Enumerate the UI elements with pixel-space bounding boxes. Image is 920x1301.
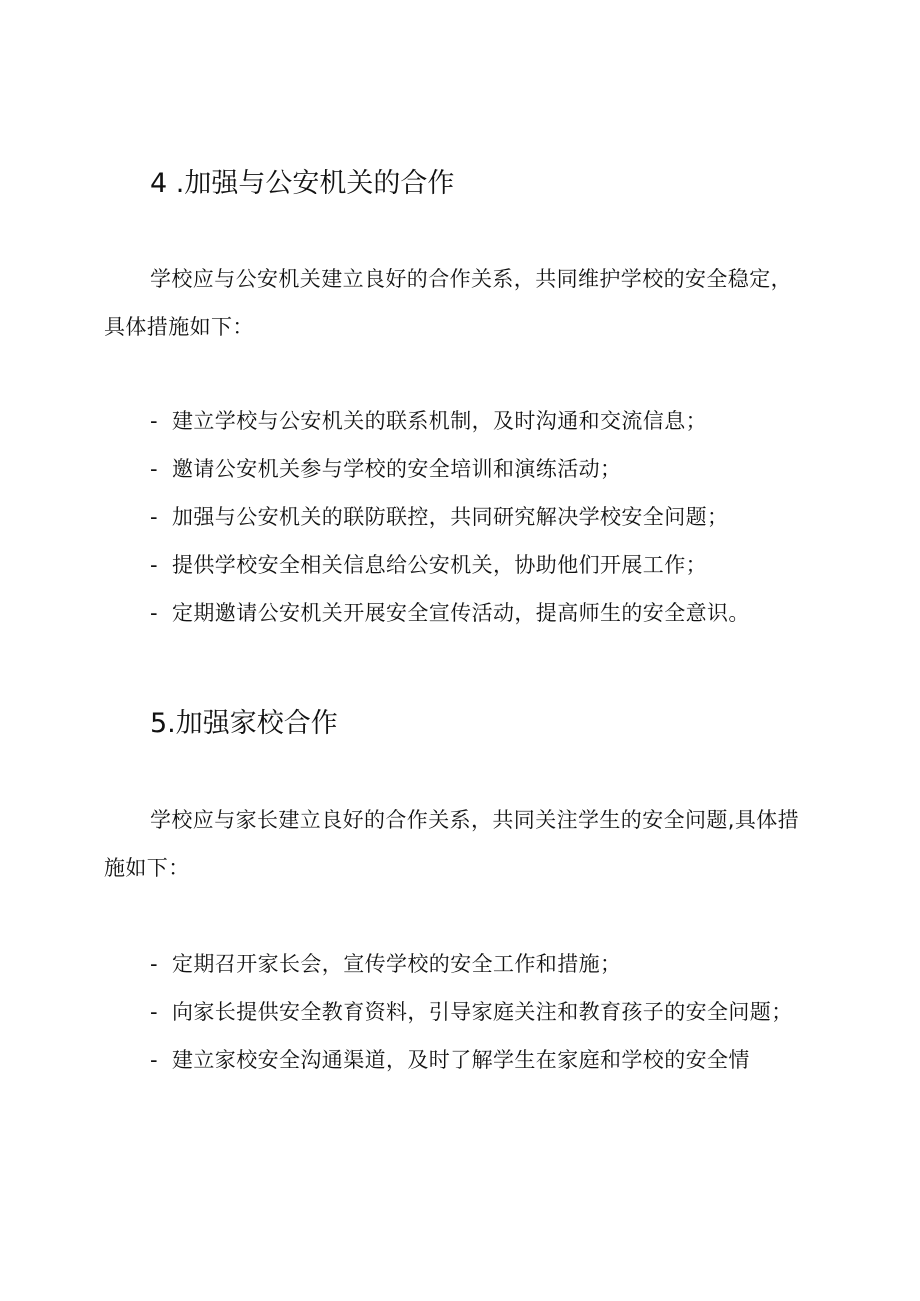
list-item: - 建立家校安全沟通渠道，及时了解学生在家庭和学校的安全情	[104, 1036, 804, 1084]
list-dash: -	[150, 409, 158, 433]
list-dash: -	[150, 553, 158, 577]
section-5-list	[104, 940, 804, 1084]
section-5-intro: 学校应与家长建立良好的合作关系，共同关注学生的安全问题,具体措施如下：	[104, 808, 800, 880]
list-item: - 提供学校安全相关信息给公安机关，协助他们开展工作；	[104, 541, 804, 589]
section-4-heading: 4 .加强与公安机关的合作	[150, 168, 455, 199]
section-5-heading: 5.加强家校合作	[150, 708, 338, 739]
section-4-intro: 学校应与公安机关建立良好的合作关系，共同维护学校的安全稳定，具体措施如下：	[104, 267, 792, 339]
list-dash: -	[150, 952, 158, 976]
list-dash: -	[150, 1048, 158, 1072]
list-item: - 定期召开家长会，宣传学校的安全工作和措施；	[104, 940, 804, 988]
list-dash: -	[150, 1000, 158, 1024]
list-item: - 定期邀请公安机关开展安全宣传活动，提高师生的安全意识。	[104, 589, 804, 637]
list-dash: -	[150, 505, 158, 529]
list-dash: -	[150, 601, 158, 625]
list-item: - 向家长提供安全教育资料，引导家庭关注和教育孩子的安全问题；	[104, 988, 804, 1036]
list-item: - 邀请公安机关参与学校的安全培训和演练活动；	[104, 445, 804, 493]
section-4-list	[104, 397, 804, 637]
list-item: - 加强与公安机关的联防联控，共同研究解决学校安全问题；	[104, 493, 804, 541]
list-item: - 建立学校与公安机关的联系机制，及时沟通和交流信息；	[104, 397, 804, 445]
list-dash: -	[150, 457, 158, 481]
